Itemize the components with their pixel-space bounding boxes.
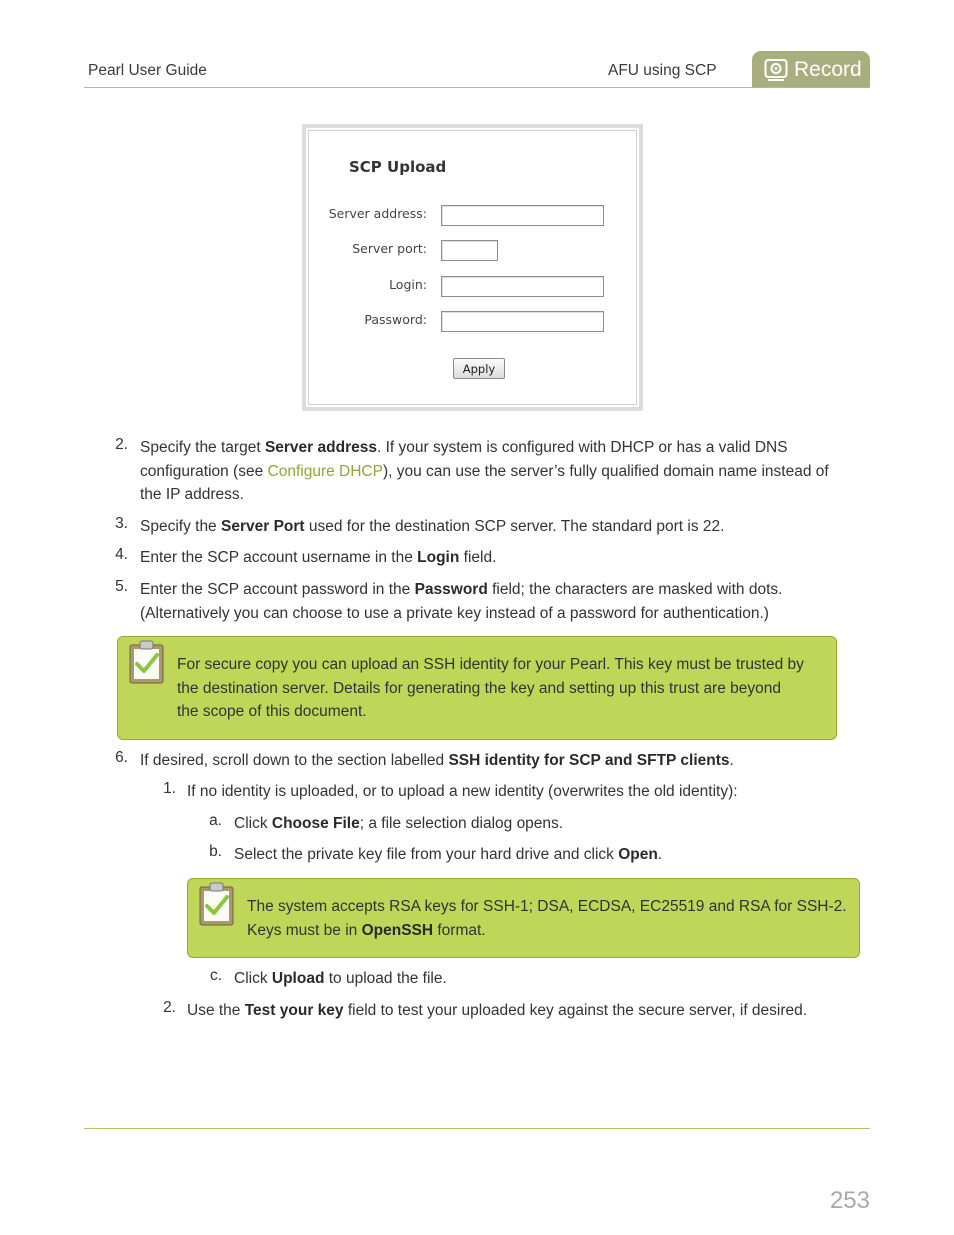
step-b-text: Select the private key file from your hard drive and click Open. [234, 846, 663, 863]
record-tab-label: Record [794, 57, 862, 81]
note-1-text: For secure copy you can upload an SSH identity for your Pearl. This key must be trusted by the destination server. Details for generating the key and setting up this trust are beyond the scope of this document. [177, 656, 804, 720]
server-port-label: Server port: [352, 241, 427, 256]
password-input[interactable] [441, 311, 604, 332]
step-2-text: Specify the target Server address. If your system is configured with DHCP or has a valid DNS configuration (see Configure DHCP), you can use the server’s fully qualified domain name instead of the IP address. [140, 439, 829, 503]
clipboard-check-icon [128, 640, 166, 685]
page-number: 253 [829, 1187, 870, 1214]
doc-title: Pearl User Guide [88, 62, 207, 79]
step-number: 1. [163, 780, 176, 797]
step-4-text: Enter the SCP account username in the Login field. [140, 549, 497, 566]
step-number: 2. [115, 436, 128, 453]
configure-dhcp-link[interactable]: Configure DHCP [267, 462, 383, 480]
step-letter: a. [209, 812, 222, 829]
login-input[interactable] [441, 276, 604, 297]
apply-button[interactable]: Apply [453, 358, 505, 379]
footer-rule [84, 1128, 870, 1129]
step-3-text: Specify the Server Port used for the destination SCP server. The standard port is 22. [140, 518, 725, 535]
header-rule [84, 87, 870, 88]
record-tab [752, 51, 870, 88]
server-address-input[interactable] [441, 205, 604, 226]
step-letter: c. [209, 967, 222, 984]
note-2-text: The system accepts RSA keys for SSH-1; DSA, ECDSA, EC25519 and RSA for SSH-2. Keys must be in OpenSSH format. [247, 898, 847, 939]
step-number: 5. [115, 578, 128, 595]
record-icon [764, 58, 788, 82]
step-6-text: If desired, scroll down to the section labelled SSH identity for SCP and SFTP clients. [140, 752, 734, 769]
step-a-text: Click Choose File; a file selection dialog opens. [234, 815, 564, 832]
clipboard-check-icon [198, 882, 236, 927]
step-number: 6. [115, 749, 128, 766]
step-letter: b. [209, 843, 222, 860]
password-label: Password: [364, 312, 427, 327]
login-label: Login: [389, 277, 427, 292]
step-c-text: Click Upload to upload the file. [234, 970, 447, 987]
section-title: AFU using SCP [608, 62, 717, 79]
step-6-2-text: Use the Test your key field to test your uploaded key against the secure server, if desired. [187, 1002, 808, 1019]
step-number: 2. [163, 999, 176, 1016]
step-number: 3. [115, 515, 128, 532]
server-address-label: Server address: [328, 206, 427, 221]
step-5-text: Enter the SCP account password in the Password field; the characters are masked with dots. (Alternatively you can choose to use a private key instead of a password for authentication.) [140, 581, 783, 622]
scp-upload-title: SCP Upload [349, 158, 447, 176]
step-number: 4. [115, 546, 128, 563]
step-6-1-text: If no identity is uploaded, or to upload a new identity (overwrites the old identity): [187, 783, 738, 800]
server-port-input[interactable] [441, 240, 498, 261]
